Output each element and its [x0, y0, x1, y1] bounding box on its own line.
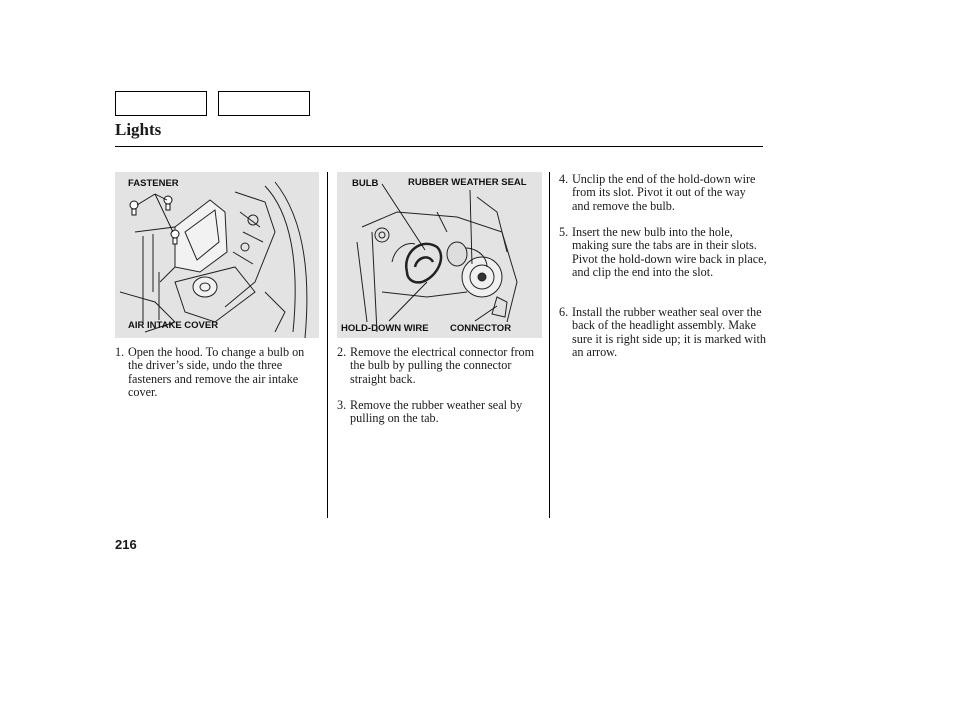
- step-number: 4.: [559, 172, 569, 186]
- engine-bay-drawing: [115, 172, 319, 338]
- headlight-bulb-illustration: [337, 172, 542, 338]
- column-divider: [327, 172, 328, 518]
- air-intake-cover-illustration: [115, 172, 319, 338]
- step-3: [337, 399, 537, 426]
- step-text: Insert the new bulb into the hole, making sure the tabs are in their slots. Pivot the hold-down wire back in place, and clip the end into the slot.: [572, 225, 767, 279]
- step-number: 3.: [337, 398, 347, 412]
- label-bulb: BULB: [352, 178, 379, 189]
- label-rubber-weather-seal: RUBBER WEATHER SEAL: [408, 177, 527, 188]
- step-number: 1.: [115, 345, 125, 359]
- step-text: Remove the electrical connector from the bulb by pulling the connector straight back.: [350, 345, 535, 386]
- step-number: 6.: [559, 305, 569, 319]
- step-5: [559, 226, 769, 279]
- page-number: 216: [115, 537, 137, 552]
- label-air-intake-cover: AIR INTAKE COVER: [128, 320, 219, 331]
- step-number: 2.: [337, 345, 347, 359]
- step-text: Install the rubber weather seal over the back of the headlight assembly. Make sure it is right side up; it is marked with an arrow.: [572, 305, 766, 359]
- step-6: [559, 306, 769, 359]
- step-text: Unclip the end of the hold-down wire from its slot. Pivot it out of the way and remove the bulb.: [572, 172, 756, 213]
- step-text: Remove the rubber weather seal by pulling on the tab.: [350, 398, 523, 426]
- column-divider: [549, 172, 550, 518]
- label-hold-down-wire: HOLD-DOWN WIRE: [341, 323, 429, 334]
- nav-button-next[interactable]: [218, 91, 310, 116]
- step-text: Open the hood. To change a bulb on the driver’s side, undo the three fasteners and remove the air intake cover.: [128, 345, 305, 399]
- step-2: [337, 346, 537, 386]
- label-fastener: FASTENER: [128, 178, 179, 189]
- headlight-drawing: [337, 172, 542, 338]
- page-title: Lights: [115, 120, 162, 139]
- nav-button-previous[interactable]: [115, 91, 207, 116]
- title-divider: [115, 146, 763, 147]
- step-4: [559, 173, 759, 213]
- step-1: [115, 346, 321, 399]
- label-connector: CONNECTOR: [450, 323, 512, 334]
- step-number: 5.: [559, 225, 569, 239]
